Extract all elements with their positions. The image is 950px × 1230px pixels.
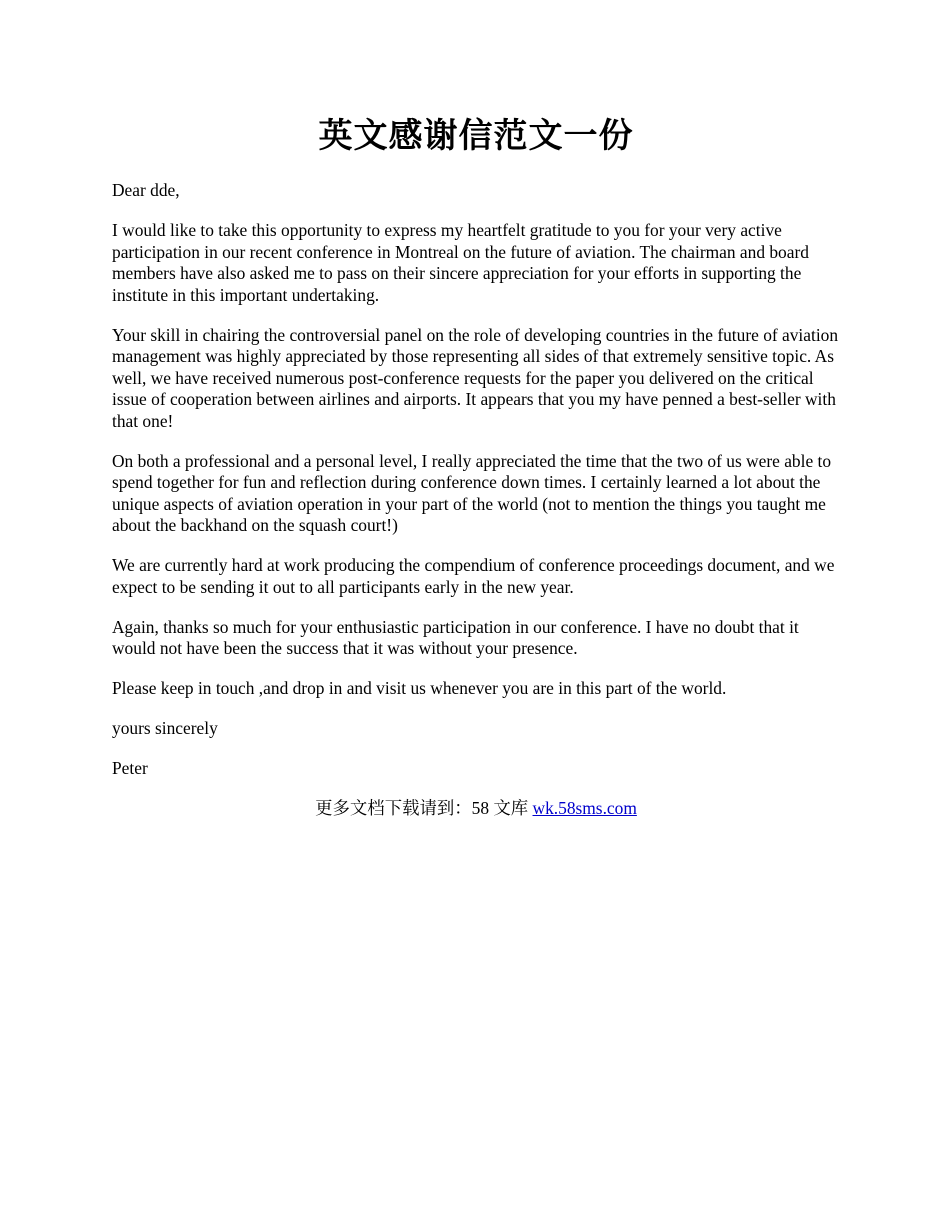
body-paragraph-5: Again, thanks so much for your enthusiastic participation in our conference. I have no doubt that it would not have been the success that it was without your presence. [112, 616, 799, 658]
footer-prefix: 更多文档下载请到：58 文库 [315, 798, 533, 818]
footer-link[interactable]: wk.58sms.com [532, 798, 637, 818]
footer-note [112, 798, 840, 820]
body-paragraph-3: On both a professional and a personal level, I really appreciated the time that the two of us were able to spend together for fun and reflection during conference down times. I certainly learned a lot about the unique aspects of aviation operation in your part of the world (not to mention the things you taught me about the backhand on the squash court!) [112, 450, 832, 535]
closing: yours sincerely [112, 718, 218, 738]
salutation: Dear dde, [112, 180, 180, 200]
signature: Peter [112, 758, 148, 778]
body-paragraph-2: Your skill in chairing the controversial panel on the role of developing countries in the future of aviation management was highly appreciated by those representing all sides of that extremely sensitive topic. As well, we have received numerous post-conference requests for the paper you delivered on the critical issue of cooperation between airlines and airports. It appears that you my have penned a best-seller with that one! [112, 324, 839, 431]
document-page [112, 112, 840, 820]
body-paragraph-1: I would like to take this opportunity to express my heartfelt gratitude to you for your very active participation in our recent conference in Montreal on the future of aviation. The chairman and board members have also asked me to pass on their sincere appreciation for your efforts in supporting the institute in this important undertaking. [112, 220, 809, 305]
document-title: 英文感谢信范文一份 [318, 116, 634, 156]
body-paragraph-4: We are currently hard at work producing the compendium of conference proceedings document, and we expect to be sending it out to all participants early in the new year. [112, 555, 835, 597]
body-paragraph-6: Please keep in touch ,and drop in and visit us whenever you are in this part of the world. [112, 678, 727, 698]
